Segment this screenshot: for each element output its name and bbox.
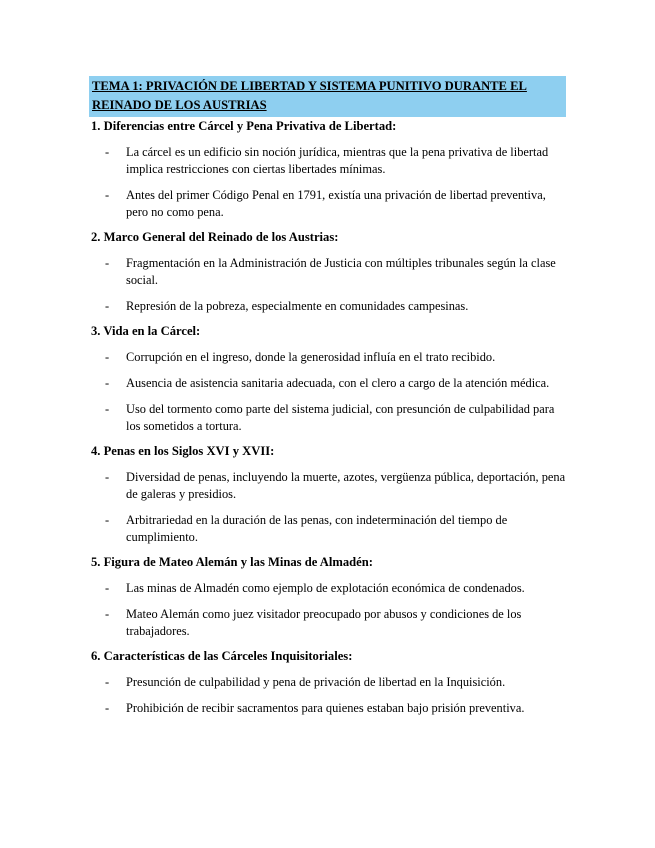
bullet-dash: -: [105, 256, 110, 270]
bullet-dash: -: [105, 470, 110, 484]
bullet-dash: -: [105, 145, 110, 159]
list-item: - Las minas de Almadén como ejemplo de explotación económica de condenados.: [105, 581, 525, 595]
list-item: - Prohibición de recibir sacramentos para quienes estaban bajo prisión preventiva.: [105, 701, 525, 715]
section-list-1: [91, 144, 567, 221]
bullet-dash: -: [105, 581, 110, 595]
title-line-2: REINADO DE LOS AUSTRIAS: [92, 98, 267, 112]
list-item: - Fragmentación en la Administración de Justicia con múltiples tribunales según la clase social.: [105, 256, 556, 287]
section-heading-5: 5. Figura de Mateo Alemán y las Minas de Almadén:: [91, 555, 373, 569]
section-list-3: [91, 349, 567, 435]
section-heading-4: 4. Penas en los Siglos XVI y XVII:: [91, 444, 275, 458]
list-item: - Antes del primer Código Penal en 1791, existía una privación de libertad preventiva, pero no como pena.: [105, 188, 546, 219]
list-item: - Diversidad de penas, incluyendo la muerte, azotes, vergüenza pública, deportación, pena de galeras y presidios.: [105, 470, 566, 501]
bullet-dash: -: [105, 376, 110, 390]
bullet-dash: -: [105, 299, 110, 313]
title-line-1: TEMA 1: PRIVACIÓN DE LIBERTAD Y SISTEMA PUNITIVO DURANTE EL: [92, 79, 527, 93]
section-list-2: [91, 255, 567, 315]
list-item: - Arbitrariedad en la duración de las penas, con indeterminación del tiempo de cumplimiento.: [105, 513, 508, 544]
section-heading-6: 6. Características de las Cárceles Inquisitoriales:: [91, 649, 353, 663]
list-item: - Ausencia de asistencia sanitaria adecuada, con el clero a cargo de la atención médica.: [105, 376, 550, 390]
bullet-dash: -: [105, 402, 110, 416]
bullet-dash: -: [105, 188, 110, 202]
section-list-6: [91, 674, 567, 717]
section-heading-3: 3. Vida en la Cárcel:: [91, 324, 201, 338]
list-item: - Represión de la pobreza, especialmente en comunidades campesinas.: [105, 299, 469, 313]
document-body: [91, 119, 567, 726]
bullet-dash: -: [105, 350, 110, 364]
bullet-dash: -: [105, 607, 110, 621]
list-item: - Corrupción en el ingreso, donde la generosidad influía en el trato recibido.: [105, 350, 496, 364]
bullet-dash: -: [105, 675, 110, 689]
bullet-dash: -: [105, 701, 110, 715]
list-item: - La cárcel es un edificio sin noción jurídica, mientras que la pena privativa de libertad implica restricciones con ciertas libertades mínimas.: [105, 145, 549, 176]
bullet-dash: -: [105, 513, 110, 527]
section-heading-2: 2. Marco General del Reinado de los Austrias:: [91, 230, 339, 244]
section-list-4: [91, 469, 567, 546]
section-heading-1: 1. Diferencias entre Cárcel y Pena Privativa de Libertad:: [91, 119, 397, 133]
section-list-5: [91, 580, 567, 640]
list-item: - Presunción de culpabilidad y pena de privación de libertad en la Inquisición.: [105, 675, 506, 689]
document-title: [89, 76, 566, 117]
list-item: - Uso del tormento como parte del sistema judicial, con presunción de culpabilidad para los sometidos a tortura.: [105, 402, 555, 433]
list-item: - Mateo Alemán como juez visitador preocupado por abusos y condiciones de los trabajadores.: [105, 607, 522, 638]
